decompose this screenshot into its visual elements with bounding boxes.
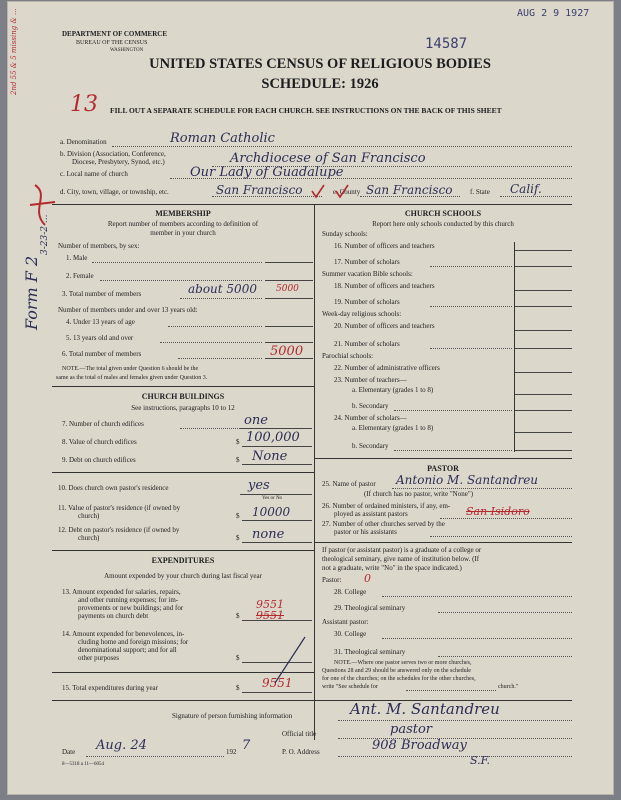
q3-value-red: 5000 bbox=[276, 284, 299, 294]
pastor-note-2: Questions 28 and 29 should be answered only on the schedule bbox=[322, 668, 471, 674]
q14-line-4: other purposes bbox=[78, 654, 120, 662]
q26-line-2: ployed as assistant pastors bbox=[334, 510, 408, 518]
q6-total: 6. Total number of members bbox=[62, 350, 142, 358]
dept-name: DEPARTMENT OF COMMERCE bbox=[62, 30, 168, 38]
schools-sub: Report here only schools conducted by this church bbox=[372, 220, 514, 228]
q20: 20. Number of officers and teachers bbox=[334, 322, 435, 330]
q27-line-2: pastor or his assistants bbox=[334, 528, 397, 536]
by-sex-label: Number of members, by sex: bbox=[58, 242, 140, 250]
pastor-title: PASTOR bbox=[427, 464, 459, 473]
q2-female: 2. Female bbox=[66, 272, 94, 280]
signature-value: Ant. M. Santandreu bbox=[350, 700, 500, 718]
local-name-label: c. Local name of church bbox=[60, 170, 128, 178]
q6-value: 5000 bbox=[270, 344, 304, 359]
q22: 22. Number of administrative officers bbox=[334, 364, 440, 372]
expenditures-title: EXPENDITURES bbox=[151, 556, 215, 565]
q31: 31. Theological seminary bbox=[334, 648, 406, 656]
q25-value: Antonio M. Santandreu bbox=[396, 473, 539, 487]
q23a: a. Elementary (grades 1 to 8) bbox=[352, 386, 434, 394]
q24: 24. Number of scholars— bbox=[334, 414, 407, 422]
margin-red-number: 13 bbox=[70, 92, 98, 117]
q18: 18. Number of officers and teachers bbox=[334, 282, 435, 290]
q14-line-3: denominational support; and for all bbox=[78, 646, 177, 654]
po-address-value: 908 Broadway bbox=[372, 738, 467, 753]
grad-note-1: If pastor (or assistant pastor) is a graduate of a college or bbox=[322, 546, 482, 554]
expenditures-sub: Amount expended by your church during last fiscal year bbox=[104, 572, 262, 580]
weekday-label: Week-day religious schools: bbox=[322, 310, 402, 318]
date-label: Date bbox=[62, 748, 76, 756]
q13-line-3: provements or new buildings; and for bbox=[78, 604, 184, 612]
q7-value: one bbox=[244, 413, 268, 428]
membership-note-2: same as the total of males and females given under Question 3. bbox=[56, 375, 208, 381]
q10-owns-residence: 10. Does church own pastor's residence bbox=[58, 484, 169, 492]
q24b: b. Secondary bbox=[352, 442, 389, 450]
assistant-label: Assistant pastor: bbox=[322, 618, 369, 626]
q23b: b. Secondary bbox=[352, 402, 389, 410]
schools-title: CHURCH SCHOOLS bbox=[404, 209, 482, 218]
q15-dollar: $ bbox=[236, 684, 240, 692]
schedule-number: 14587 bbox=[425, 36, 468, 52]
po-address-label: P. O. Address bbox=[282, 748, 320, 756]
date-value: Aug. 24 bbox=[96, 738, 147, 753]
q16: 16. Number of officers and teachers bbox=[334, 242, 435, 250]
margin-red-note: 2nd 55 & 5 missing & ... bbox=[10, 8, 18, 95]
city-name: WASHINGTON bbox=[110, 48, 144, 53]
membership-sub-1: Report number of members according to definition of bbox=[107, 220, 259, 228]
form-title: UNITED STATES CENSUS OF RELIGIOUS BODIES bbox=[149, 56, 491, 72]
membership-note-1: NOTE.—The total given under Question 6 should be the bbox=[62, 366, 199, 372]
q25-note: (If church has no pastor, write "None") bbox=[364, 490, 474, 498]
q29: 29. Theological seminary bbox=[334, 604, 406, 612]
q11-residence-value-2: church) bbox=[78, 512, 100, 520]
form-print-code: 8—5318 a 11—6054 bbox=[62, 762, 105, 767]
sunday-label: Sunday schools: bbox=[322, 230, 368, 238]
summer-label: Summer vacation Bible schools: bbox=[322, 270, 413, 278]
q11-dollar: $ bbox=[236, 512, 240, 520]
q12-dollar: $ bbox=[236, 534, 240, 542]
buildings-title: CHURCH BUILDINGS bbox=[141, 392, 225, 401]
pastor-note-4: write "See schedule for bbox=[322, 684, 378, 690]
q23: 23. Number of teachers— bbox=[334, 376, 407, 384]
margin-form-code: Form F 2 bbox=[22, 255, 41, 330]
grad-note-3: not a graduate, write "No" in the space indicated.) bbox=[322, 564, 462, 572]
pastor-note-3: for one of the churches; on the schedules for the other churches, bbox=[322, 676, 476, 682]
q3-value: about 5000 bbox=[188, 282, 257, 296]
division-value: Archdiocese of San Francisco bbox=[230, 151, 426, 166]
denomination-label: a. Denomination bbox=[60, 138, 107, 146]
under-over-label: Number of members under and over 13 years old: bbox=[58, 306, 198, 314]
instruction-line: FILL OUT A SEPARATE SCHEDULE FOR EACH CHURCH. SEE INSTRUCTIONS ON THE BACK OF THIS SHEET bbox=[110, 106, 502, 115]
pastor-mark: 0 bbox=[364, 572, 371, 585]
city-value: San Francisco bbox=[216, 183, 303, 197]
q11-residence-value-1: 11. Value of pastor's residence (if owned by bbox=[58, 504, 181, 512]
city-label: d. City, town, village, or township, etc. bbox=[60, 188, 169, 196]
parochial-label: Parochial schools: bbox=[322, 352, 374, 360]
q12-value: none bbox=[252, 527, 285, 542]
q13-dollar: $ bbox=[236, 612, 240, 620]
signature-label: Signature of person furnishing information bbox=[172, 712, 293, 720]
pen-slash bbox=[270, 635, 310, 685]
pastor-note-1: NOTE.—Where one pastor serves two or more churches, bbox=[334, 660, 472, 666]
q7-edifices: 7. Number of church edifices bbox=[62, 420, 144, 428]
q8-dollar: $ bbox=[236, 438, 240, 446]
division-label-1: b. Division (Association, Conference, bbox=[60, 150, 166, 158]
official-title-label: Official title bbox=[282, 730, 317, 738]
q14-line-1: 14. Amount expended for benevolences, in- bbox=[62, 630, 185, 638]
bureau-name: BUREAU OF THE CENSUS bbox=[76, 40, 148, 46]
q19: 19. Number of scholars bbox=[334, 298, 400, 306]
division-label-2: Diocese, Presbytery, Synod, etc.) bbox=[72, 158, 165, 166]
q8-value: 100,000 bbox=[246, 430, 300, 445]
q30: 30. College bbox=[334, 630, 367, 638]
q15-total: 15. Total expenditures during year bbox=[62, 684, 158, 692]
q8-edifice-value: 8. Value of church edifices bbox=[62, 438, 137, 446]
q13-line-2: and other running expenses; for im- bbox=[78, 596, 179, 604]
official-title-value: pastor bbox=[390, 722, 433, 737]
state-value: Calif. bbox=[510, 182, 542, 196]
q5-over-13: 5. 13 years old and over bbox=[66, 334, 134, 342]
q12-residence-debt-2: church) bbox=[78, 534, 100, 542]
q3-total: 3. Total number of members bbox=[62, 290, 142, 298]
received-date-stamp: AUG 2 9 1927 bbox=[517, 8, 590, 19]
q17: 17. Number of scholars bbox=[334, 258, 400, 266]
denomination-value: Roman Catholic bbox=[170, 131, 275, 146]
membership-title: MEMBERSHIP bbox=[155, 209, 211, 218]
date-year-hand: 7 bbox=[242, 738, 251, 753]
red-check-marks bbox=[310, 183, 350, 201]
margin-pen-note: 3-23-2 ... bbox=[40, 214, 50, 255]
q14-dollar: $ bbox=[236, 654, 240, 662]
q28: 28. College bbox=[334, 588, 367, 596]
q13-value: 9551 bbox=[256, 598, 284, 611]
q21: 21. Number of scholars bbox=[334, 340, 400, 348]
q12-residence-debt-1: 12. Debt on pastor's residence (if owned by bbox=[58, 526, 180, 534]
q27-line-1: 27. Number of other churches served by the bbox=[322, 520, 445, 528]
q11-value: 10000 bbox=[252, 505, 291, 519]
q13-value-crossed: 9551 bbox=[256, 609, 284, 622]
q26-line-1: 26. Number of ordained ministers, if any, em- bbox=[322, 502, 451, 510]
buildings-sub: See instructions, paragraphs 10 to 12 bbox=[131, 404, 235, 412]
q10-value: yes bbox=[248, 478, 270, 493]
pastor-label: Pastor: bbox=[322, 576, 342, 584]
grad-note-2: theological seminary, give name of institution below. (If bbox=[322, 555, 480, 563]
q1-male: 1. Male bbox=[66, 254, 88, 262]
q9-dollar: $ bbox=[236, 456, 240, 464]
q9-value: None bbox=[252, 449, 288, 464]
local-name-value: Our Lady of Guadalupe bbox=[190, 165, 344, 180]
q13-line-4: payments on church debt bbox=[78, 612, 149, 620]
q25-label: 25. Name of pastor bbox=[322, 480, 376, 488]
q14-line-2: cluding home and foreign missions; for bbox=[78, 638, 189, 646]
q15-value: 9551 bbox=[262, 676, 293, 690]
date-year: 192 bbox=[226, 748, 237, 756]
county-value: San Francisco bbox=[366, 183, 453, 197]
q9-debt: 9. Debt on church edifices bbox=[62, 456, 136, 464]
membership-sub-2: member in your church bbox=[150, 229, 216, 237]
po-address-value-2: S.F. bbox=[470, 754, 491, 767]
state-label: f. State bbox=[470, 188, 490, 196]
q13-line-1: 13. Amount expended for salaries, repairs, bbox=[62, 588, 181, 596]
yes-no-hint: Yes or No bbox=[262, 496, 283, 501]
q24a: a. Elementary (grades 1 to 8) bbox=[352, 424, 434, 432]
county-label: e. County bbox=[333, 188, 361, 196]
q26-value: San Isidoro bbox=[466, 505, 530, 518]
pastor-note-5: church." bbox=[498, 684, 519, 690]
q4-under-13: 4. Under 13 years of age bbox=[66, 318, 135, 326]
form-schedule: SCHEDULE: 1926 bbox=[261, 76, 379, 92]
